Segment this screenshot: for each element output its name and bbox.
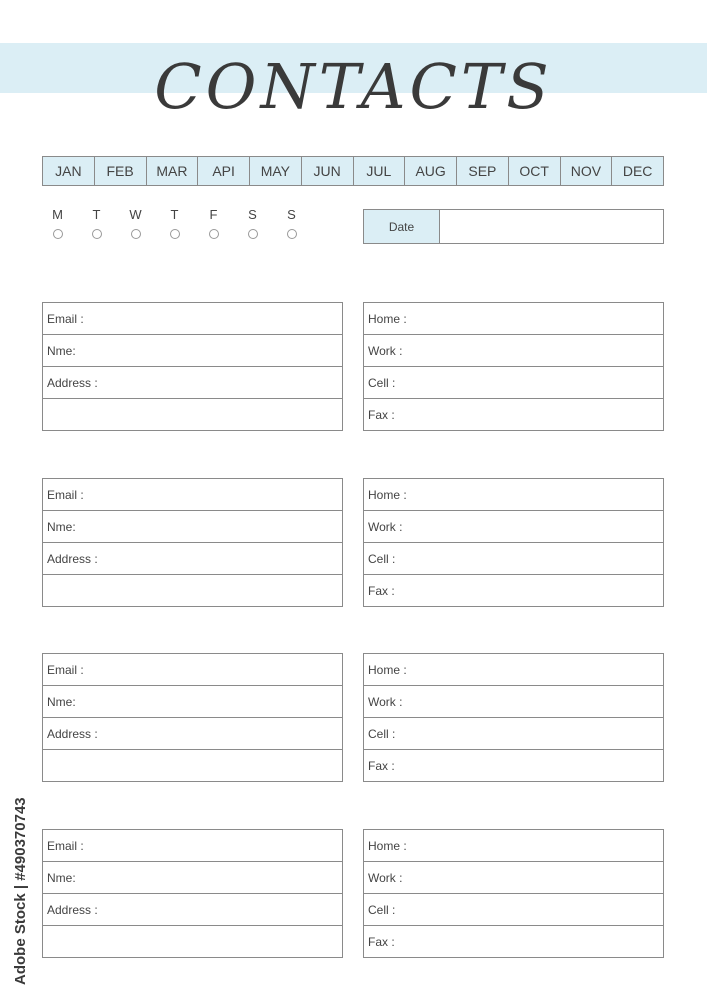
contact-field-label: Home :: [368, 311, 407, 326]
contact-field-label: Email :: [47, 487, 84, 502]
contact-field-label: Cell :: [368, 551, 396, 566]
date-input[interactable]: [440, 210, 663, 243]
month-aug[interactable]: AUG: [405, 157, 457, 185]
contact-2-right-table: [363, 478, 664, 607]
contact-field-row[interactable]: [364, 830, 663, 862]
weekday-checkbox[interactable]: [287, 229, 297, 239]
contact-field-row[interactable]: [364, 575, 663, 606]
weekday-checkbox[interactable]: [248, 229, 258, 239]
weekday-1: [77, 207, 116, 239]
month-nov[interactable]: NOV: [561, 157, 613, 185]
contact-field-label: Nme:: [47, 870, 76, 885]
weekday-6: [272, 207, 311, 239]
contact-field-row[interactable]: [364, 718, 663, 750]
contact-3-left-table: [42, 653, 343, 782]
weekday-selector: [38, 207, 311, 239]
contact-1-right-table: [363, 302, 664, 431]
weekday-4: [194, 207, 233, 239]
contact-field-row[interactable]: [364, 479, 663, 511]
month-may[interactable]: MAY: [250, 157, 302, 185]
contact-field-label: Fax :: [368, 407, 395, 422]
contact-2-left-table: [42, 478, 343, 607]
contact-3-right-table: [363, 653, 664, 782]
month-sep[interactable]: SEP: [457, 157, 509, 185]
month-api[interactable]: API: [198, 157, 250, 185]
contact-field-label: Email :: [47, 662, 84, 677]
contact-field-row[interactable]: [364, 367, 663, 399]
contact-field-row[interactable]: [364, 335, 663, 367]
weekday-checkbox[interactable]: [131, 229, 141, 239]
contact-field-row[interactable]: [364, 511, 663, 543]
weekday-letter: W: [129, 207, 142, 222]
contact-field-label: Address :: [47, 375, 98, 390]
stock-watermark-id: Adobe Stock | #490370743: [12, 797, 29, 985]
contact-field-label: Fax :: [368, 583, 395, 598]
contact-field-label: Home :: [368, 487, 407, 502]
contact-field-row[interactable]: [364, 303, 663, 335]
contact-field-row[interactable]: [364, 926, 663, 957]
weekday-checkbox[interactable]: [53, 229, 63, 239]
contact-field-label: Cell :: [368, 375, 396, 390]
contact-field-row[interactable]: [364, 399, 663, 430]
month-mar[interactable]: MAR: [147, 157, 199, 185]
month-jun[interactable]: JUN: [302, 157, 354, 185]
contact-field-label: Fax :: [368, 934, 395, 949]
contact-field-label: Home :: [368, 662, 407, 677]
contact-4-right-table: [363, 829, 664, 958]
weekday-checkbox[interactable]: [209, 229, 219, 239]
contact-field-label: Fax :: [368, 758, 395, 773]
page-title: CONTACTS: [154, 50, 553, 123]
weekday-3: [155, 207, 194, 239]
contact-field-label: Work :: [368, 694, 403, 709]
contact-field-row[interactable]: [43, 926, 342, 957]
weekday-letter: S: [248, 207, 257, 222]
contact-field-row[interactable]: [43, 894, 342, 926]
contact-field-row[interactable]: [43, 750, 342, 781]
contact-4-left-table: [42, 829, 343, 958]
month-feb[interactable]: FEB: [95, 157, 147, 185]
month-dec[interactable]: DEC: [622, 163, 653, 179]
weekday-letter: M: [52, 207, 63, 222]
contact-field-row[interactable]: [43, 718, 342, 750]
weekday-checkbox[interactable]: [92, 229, 102, 239]
contact-field-row[interactable]: [43, 399, 342, 430]
contact-field-label: Home :: [368, 838, 407, 853]
contact-field-row[interactable]: [364, 862, 663, 894]
contact-field-row[interactable]: [43, 830, 342, 862]
contact-field-row[interactable]: [43, 862, 342, 894]
month-oct[interactable]: OCT: [509, 157, 561, 185]
contact-field-label: Nme:: [47, 694, 76, 709]
weekday-5: [233, 207, 272, 239]
contact-field-row[interactable]: [43, 654, 342, 686]
weekday-0: [38, 207, 77, 239]
contact-field-label: Address :: [47, 902, 98, 917]
contact-field-row[interactable]: [43, 511, 342, 543]
contact-field-row[interactable]: [43, 575, 342, 606]
contact-field-label: Work :: [368, 343, 403, 358]
contact-field-row[interactable]: [43, 479, 342, 511]
weekday-letter: F: [209, 207, 218, 222]
contact-field-label: Cell :: [368, 726, 396, 741]
contact-field-row[interactable]: [43, 303, 342, 335]
weekday-letter: T: [170, 207, 179, 222]
weekday-2: [116, 207, 155, 239]
contact-field-row[interactable]: [364, 750, 663, 781]
contact-field-label: Email :: [47, 838, 84, 853]
contact-field-row[interactable]: [43, 686, 342, 718]
date-label: Date: [364, 210, 440, 243]
contact-field-label: Email :: [47, 311, 84, 326]
weekday-letter: T: [92, 207, 101, 222]
contact-field-row[interactable]: [43, 543, 342, 575]
date-field: [363, 209, 664, 244]
contact-field-label: Work :: [368, 519, 403, 534]
month-jul[interactable]: JUL: [354, 157, 406, 185]
contact-field-label: Cell :: [368, 902, 396, 917]
contact-field-label: Nme:: [47, 519, 76, 534]
contact-field-row[interactable]: [364, 894, 663, 926]
weekday-letter: S: [287, 207, 296, 222]
weekday-checkbox[interactable]: [170, 229, 180, 239]
contact-field-row[interactable]: [364, 543, 663, 575]
contact-field-label: Work :: [368, 870, 403, 885]
contact-field-row[interactable]: [43, 367, 342, 399]
contact-field-label: Address :: [47, 551, 98, 566]
contact-field-row[interactable]: [43, 335, 342, 367]
month-bar: [42, 156, 664, 186]
contact-field-label: Address :: [47, 726, 98, 741]
contact-field-label: Nme:: [47, 343, 76, 358]
contact-field-row[interactable]: [364, 654, 663, 686]
contact-1-left-table: [42, 302, 343, 431]
contact-field-row[interactable]: [364, 686, 663, 718]
month-jan[interactable]: JAN: [43, 157, 95, 185]
